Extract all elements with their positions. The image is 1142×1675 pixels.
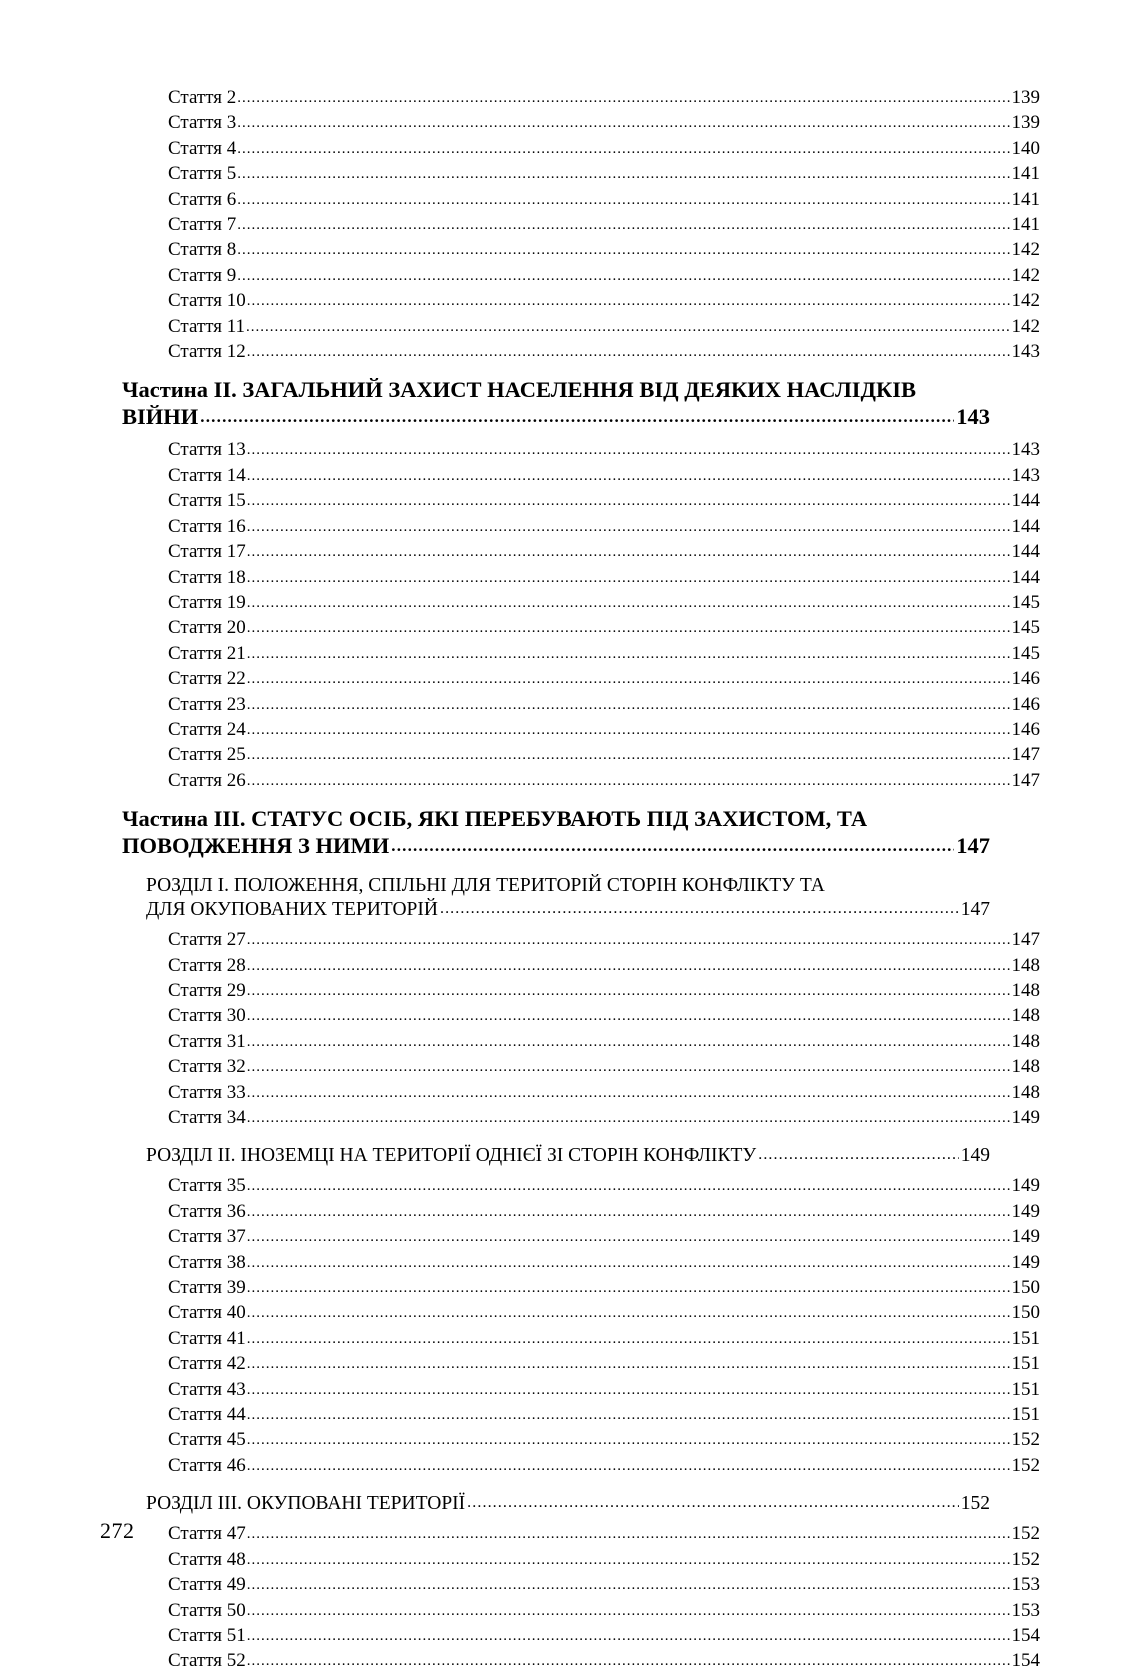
- toc-entry[interactable]: [118, 1301, 1040, 1326]
- toc-article-group: [118, 1522, 1040, 1674]
- toc-entry-page: 147: [1011, 929, 1040, 951]
- toc-entry-page: 143: [1011, 341, 1040, 363]
- toc-entry-label: Стаття 22: [168, 668, 246, 690]
- toc-entry-label: Стаття 34: [168, 1107, 246, 1128]
- toc-entry[interactable]: [118, 1428, 1040, 1453]
- toc-entry-label: Стаття 10: [168, 290, 246, 312]
- toc-entry-page: 145: [1011, 642, 1040, 664]
- toc-section-page: 147: [960, 899, 990, 921]
- toc-entry[interactable]: [118, 213, 1040, 238]
- toc-entry-label: Стаття 36: [168, 1200, 246, 1222]
- toc-section-line2: ДЛЯ ОКУПОВАНИХ ТЕРИТОРІЙ: [146, 899, 438, 921]
- toc-entry-label: Стаття 32: [168, 1056, 246, 1078]
- toc-entry-page: 142: [1011, 315, 1040, 337]
- toc-entry[interactable]: [118, 1454, 1040, 1479]
- dot-leader: [247, 1250, 1011, 1275]
- toc-section-line1: РОЗДІЛ I. ПОЛОЖЕННЯ, СПІЛЬНІ ДЛЯ ТЕРИТОРІЙ СТОРІН КОНФЛІКТУ ТА: [146, 875, 825, 897]
- toc-entry[interactable]: [118, 289, 1040, 314]
- toc-entry-label: Стаття 19: [168, 591, 246, 613]
- toc-entry-label: Стаття 11: [168, 315, 246, 337]
- toc-entry-label: Стаття 3: [168, 112, 237, 134]
- dot-leader: [247, 1105, 1011, 1130]
- toc-entry-label: Стаття 7: [168, 214, 237, 236]
- toc-part-page: 143: [956, 404, 990, 430]
- toc-entry-label: Стаття 14: [168, 464, 246, 486]
- dot-leader: [247, 488, 1011, 513]
- dot-leader: [247, 1547, 1011, 1572]
- toc-entry-label: Стаття 27: [168, 929, 246, 951]
- toc-entry[interactable]: [118, 1106, 1040, 1131]
- toc-entry-label: Стаття 6: [168, 188, 237, 210]
- toc-entry-label: Стаття 2: [168, 87, 237, 108]
- dot-leader: [247, 768, 1011, 793]
- toc-entry[interactable]: [118, 1200, 1040, 1225]
- toc-entry[interactable]: [118, 928, 1040, 953]
- dot-leader: [237, 187, 1010, 212]
- dot-leader: [247, 565, 1011, 590]
- toc-entry-page: 149: [1011, 1175, 1040, 1197]
- toc-article-group: [118, 438, 1040, 794]
- toc-entry[interactable]: [118, 1276, 1040, 1301]
- toc-entry-label: Стаття 47: [168, 1523, 246, 1545]
- toc-entry[interactable]: [118, 162, 1040, 187]
- dot-leader: [247, 1598, 1011, 1623]
- dot-leader: [247, 641, 1011, 666]
- toc-entry[interactable]: [118, 137, 1040, 162]
- toc-entry-page: 144: [1011, 566, 1040, 588]
- toc-entry-page: 140: [1011, 137, 1040, 159]
- table-of-contents: [118, 86, 1040, 1675]
- toc-entry-page: 151: [1011, 1404, 1040, 1426]
- toc-entry-label: Стаття 23: [168, 693, 246, 715]
- toc-entry-label: Стаття 12: [168, 341, 246, 363]
- toc-part-line1: Частина II. ЗАГАЛЬНИЙ ЗАХИСТ НАСЕЛЕННЯ ВІД ДЕЯКИХ НАСЛІДКІВ: [122, 377, 917, 403]
- toc-entry-page: 151: [1011, 1353, 1040, 1375]
- dot-leader: [247, 1521, 1011, 1546]
- toc-entry[interactable]: [118, 693, 1040, 718]
- toc-entry-page: 144: [1011, 541, 1040, 563]
- toc-entry-page: 141: [1011, 188, 1040, 210]
- toc-entry-page: 143: [1011, 439, 1040, 461]
- toc-entry-page: 150: [1011, 1277, 1040, 1299]
- dot-leader: [247, 1054, 1011, 1079]
- dot-leader: [247, 666, 1011, 691]
- dot-leader: [237, 237, 1010, 262]
- toc-entry-page: 153: [1011, 1574, 1040, 1596]
- toc-entry[interactable]: [118, 1403, 1040, 1428]
- toc-section-line1: РОЗДІЛ III. ОКУПОВАНІ ТЕРИТОРІЇ: [146, 1493, 466, 1515]
- toc-entry[interactable]: [118, 1573, 1040, 1598]
- toc-entry-label: Стаття 45: [168, 1429, 246, 1451]
- toc-entry-page: 154: [1011, 1650, 1040, 1672]
- toc-entry[interactable]: [118, 1624, 1040, 1649]
- dot-leader: [237, 212, 1010, 237]
- dot-leader: [247, 514, 1011, 539]
- toc-entry-page: 148: [1011, 1056, 1040, 1078]
- toc-section-line1: РОЗДІЛ II. ІНОЗЕМЦІ НА ТЕРИТОРІЇ ОДНІЄЇ ЗІ СТОРІН КОНФЛІКТУ: [146, 1145, 757, 1167]
- dot-leader: [247, 927, 1011, 952]
- toc-part-line2: ПОВОДЖЕННЯ З НИМИ: [122, 833, 390, 859]
- toc-entry[interactable]: [118, 591, 1040, 616]
- page-number: 272: [100, 1518, 135, 1543]
- toc-entry-page: 153: [1011, 1599, 1040, 1621]
- dot-leader: [247, 615, 1011, 640]
- toc-article-group: [118, 86, 1040, 365]
- toc-entry[interactable]: [118, 238, 1040, 263]
- toc-entry-label: Стаття 50: [168, 1599, 246, 1621]
- toc-part-page: 147: [956, 833, 990, 859]
- toc-entry-page: 148: [1011, 1030, 1040, 1052]
- toc-entry[interactable]: [118, 566, 1040, 591]
- toc-section-page: 152: [960, 1493, 990, 1515]
- toc-entry-label: Стаття 35: [168, 1175, 246, 1197]
- toc-entry-label: Стаття 24: [168, 718, 246, 740]
- dot-leader: [247, 1199, 1011, 1224]
- dot-leader: [247, 1351, 1011, 1376]
- toc-entry-page: 142: [1011, 239, 1040, 261]
- dot-leader: [247, 1326, 1011, 1351]
- toc-entry-label: Стаття 41: [168, 1327, 246, 1349]
- toc-entry-label: Стаття 20: [168, 617, 246, 639]
- toc-entry-page: 141: [1011, 214, 1040, 236]
- toc-entry-page: 146: [1011, 693, 1040, 715]
- toc-entry-label: Стаття 5: [168, 163, 237, 185]
- toc-entry-page: 152: [1011, 1523, 1040, 1545]
- toc-entry[interactable]: [118, 464, 1040, 489]
- toc-entry-page: 148: [1011, 979, 1040, 1001]
- toc-entry[interactable]: [118, 438, 1040, 463]
- toc-entry-page: 145: [1011, 591, 1040, 613]
- toc-part-heading[interactable]: [118, 805, 990, 861]
- toc-entry-label: Стаття 16: [168, 515, 246, 537]
- dot-leader: [237, 263, 1010, 288]
- toc-entry-page: 150: [1011, 1302, 1040, 1324]
- toc-section-heading[interactable]: [118, 874, 990, 923]
- toc-entry[interactable]: [118, 315, 1040, 340]
- toc-entry-page: 151: [1011, 1378, 1040, 1400]
- dot-leader: [247, 1572, 1011, 1597]
- toc-entry-page: 141: [1011, 163, 1040, 185]
- dot-leader: [247, 1427, 1011, 1452]
- toc-entry[interactable]: [118, 1352, 1040, 1377]
- toc-entry-label: Стаття 48: [168, 1548, 246, 1570]
- dot-leader: [247, 978, 1011, 1003]
- dot-leader: [247, 717, 1011, 742]
- toc-entry-page: 139: [1011, 87, 1040, 108]
- dot-leader: [247, 1377, 1011, 1402]
- toc-entry[interactable]: [118, 1251, 1040, 1276]
- toc-entry[interactable]: [118, 86, 1040, 111]
- toc-entry[interactable]: [118, 1055, 1040, 1080]
- dot-leader: [246, 314, 1010, 339]
- toc-entry[interactable]: [118, 540, 1040, 565]
- toc-entry-page: 146: [1011, 718, 1040, 740]
- toc-entry-page: 152: [1011, 1429, 1040, 1451]
- dot-leader: [247, 590, 1011, 615]
- toc-entry[interactable]: [118, 1649, 1040, 1674]
- dot-leader: [247, 288, 1011, 313]
- toc-entry[interactable]: [118, 616, 1040, 641]
- dot-leader: [247, 1275, 1011, 1300]
- dot-leader: [247, 742, 1011, 767]
- toc-entry-label: Стаття 42: [168, 1353, 246, 1375]
- toc-entry[interactable]: [118, 515, 1040, 540]
- dot-leader: [247, 1300, 1011, 1325]
- toc-article-group: [118, 928, 1040, 1131]
- toc-entry[interactable]: [118, 188, 1040, 213]
- toc-entry-page: 142: [1011, 290, 1040, 312]
- toc-entry-page: 144: [1011, 515, 1040, 537]
- toc-entry-label: Стаття 25: [168, 744, 246, 766]
- toc-entry-page: 144: [1011, 490, 1040, 512]
- toc-entry-label: Стаття 8: [168, 239, 237, 261]
- toc-entry[interactable]: [118, 1225, 1040, 1250]
- toc-entry[interactable]: [118, 264, 1040, 289]
- toc-entry-page: 142: [1011, 264, 1040, 286]
- dot-leader: [247, 339, 1011, 364]
- toc-entry[interactable]: [118, 954, 1040, 979]
- toc-entry-page: 148: [1011, 1005, 1040, 1027]
- dot-leader: [237, 85, 1010, 110]
- toc-entry-label: Стаття 51: [168, 1624, 246, 1646]
- toc-entry-label: Стаття 33: [168, 1081, 246, 1103]
- toc-entry[interactable]: [118, 111, 1040, 136]
- toc-entry-label: Стаття 37: [168, 1226, 246, 1248]
- dot-leader: [247, 1453, 1011, 1478]
- toc-entry[interactable]: [118, 1599, 1040, 1624]
- toc-entry-page: 147: [1011, 744, 1040, 766]
- toc-part-heading[interactable]: [118, 376, 990, 432]
- dot-leader: [247, 1173, 1011, 1198]
- toc-entry[interactable]: [118, 667, 1040, 692]
- toc-entry-page: 146: [1011, 668, 1040, 690]
- toc-entry-label: Стаття 28: [168, 954, 246, 976]
- toc-entry-label: Стаття 4: [168, 137, 237, 159]
- toc-entry[interactable]: [118, 1030, 1040, 1055]
- toc-entry-page: 154: [1011, 1624, 1040, 1646]
- toc-entry-label: Стаття 17: [168, 541, 246, 563]
- toc-entry-label: Стаття 43: [168, 1378, 246, 1400]
- dot-leader: [247, 1029, 1011, 1054]
- dot-leader: [247, 1224, 1011, 1249]
- toc-entry-page: 148: [1011, 954, 1040, 976]
- toc-entry-label: Стаття 44: [168, 1404, 246, 1426]
- toc-entry[interactable]: [118, 743, 1040, 768]
- toc-entry-page: 149: [1011, 1226, 1040, 1248]
- toc-entry[interactable]: [118, 1004, 1040, 1029]
- toc-entry[interactable]: [118, 718, 1040, 743]
- toc-entry-label: Стаття 31: [168, 1030, 246, 1052]
- toc-article-group: [118, 1174, 1040, 1479]
- toc-entry-page: 149: [1011, 1251, 1040, 1273]
- toc-entry-page: 147: [1011, 769, 1040, 791]
- toc-entry[interactable]: [118, 979, 1040, 1004]
- dot-leader: [247, 1623, 1011, 1648]
- toc-entry-label: Стаття 29: [168, 979, 246, 1001]
- dot-leader: [247, 539, 1011, 564]
- dot-leader: [237, 161, 1010, 186]
- toc-entry-label: Стаття 38: [168, 1251, 246, 1273]
- toc-entry-label: Стаття 9: [168, 264, 237, 286]
- toc-entry[interactable]: [118, 1081, 1040, 1106]
- toc-entry[interactable]: [118, 1522, 1040, 1547]
- toc-entry-label: Стаття 21: [168, 642, 246, 664]
- dot-leader: [247, 953, 1011, 978]
- toc-entry[interactable]: [118, 1174, 1040, 1199]
- dot-leader: [247, 692, 1011, 717]
- toc-entry-label: Стаття 39: [168, 1277, 246, 1299]
- dot-leader: [758, 1142, 959, 1167]
- dot-leader: [391, 830, 954, 859]
- toc-section-heading[interactable]: [118, 1144, 990, 1169]
- toc-entry-label: Стаття 30: [168, 1005, 246, 1027]
- toc-entry-label: Стаття 26: [168, 769, 246, 791]
- toc-entry-page: 151: [1011, 1327, 1040, 1349]
- toc-entry-label: Стаття 15: [168, 490, 246, 512]
- toc-entry-page: 143: [1011, 464, 1040, 486]
- toc-entry-page: 139: [1011, 112, 1040, 134]
- toc-entry[interactable]: [118, 642, 1040, 667]
- toc-entry-page: 148: [1011, 1081, 1040, 1103]
- dot-leader: [200, 401, 954, 430]
- dot-leader: [237, 110, 1010, 135]
- toc-entry-page: 149: [1011, 1200, 1040, 1222]
- toc-part-line2: ВІЙНИ: [122, 404, 199, 430]
- dot-leader: [247, 437, 1011, 462]
- dot-leader: [247, 463, 1011, 488]
- dot-leader: [440, 896, 959, 921]
- toc-section-page: 149: [960, 1145, 990, 1167]
- dot-leader: [237, 136, 1010, 161]
- toc-entry-page: 152: [1011, 1454, 1040, 1476]
- toc-entry[interactable]: [118, 1327, 1040, 1352]
- toc-entry[interactable]: [118, 340, 1040, 365]
- toc-entry-page: 152: [1011, 1548, 1040, 1570]
- toc-entry[interactable]: [118, 1548, 1040, 1573]
- toc-entry-label: Стаття 52: [168, 1650, 246, 1672]
- dot-leader: [467, 1490, 959, 1515]
- dot-leader: [247, 1402, 1011, 1427]
- toc-entry-label: Стаття 46: [168, 1454, 246, 1476]
- toc-entry[interactable]: [118, 489, 1040, 514]
- toc-entry-label: Стаття 13: [168, 439, 246, 461]
- toc-section-heading[interactable]: [118, 1492, 990, 1517]
- toc-entry-label: Стаття 40: [168, 1302, 246, 1324]
- toc-entry[interactable]: [118, 769, 1040, 794]
- dot-leader: [247, 1003, 1011, 1028]
- toc-entry-page: 149: [1011, 1107, 1040, 1128]
- toc-entry[interactable]: [118, 1378, 1040, 1403]
- toc-entry-page: 145: [1011, 617, 1040, 639]
- dot-leader: [247, 1080, 1011, 1105]
- dot-leader: [247, 1648, 1011, 1673]
- toc-entry-label: Стаття 49: [168, 1574, 246, 1596]
- toc-entry-label: Стаття 18: [168, 566, 246, 588]
- toc-part-line1: Частина III. СТАТУС ОСІБ, ЯКІ ПЕРЕБУВАЮТЬ ПІД ЗАХИСТОМ, ТА: [122, 806, 868, 832]
